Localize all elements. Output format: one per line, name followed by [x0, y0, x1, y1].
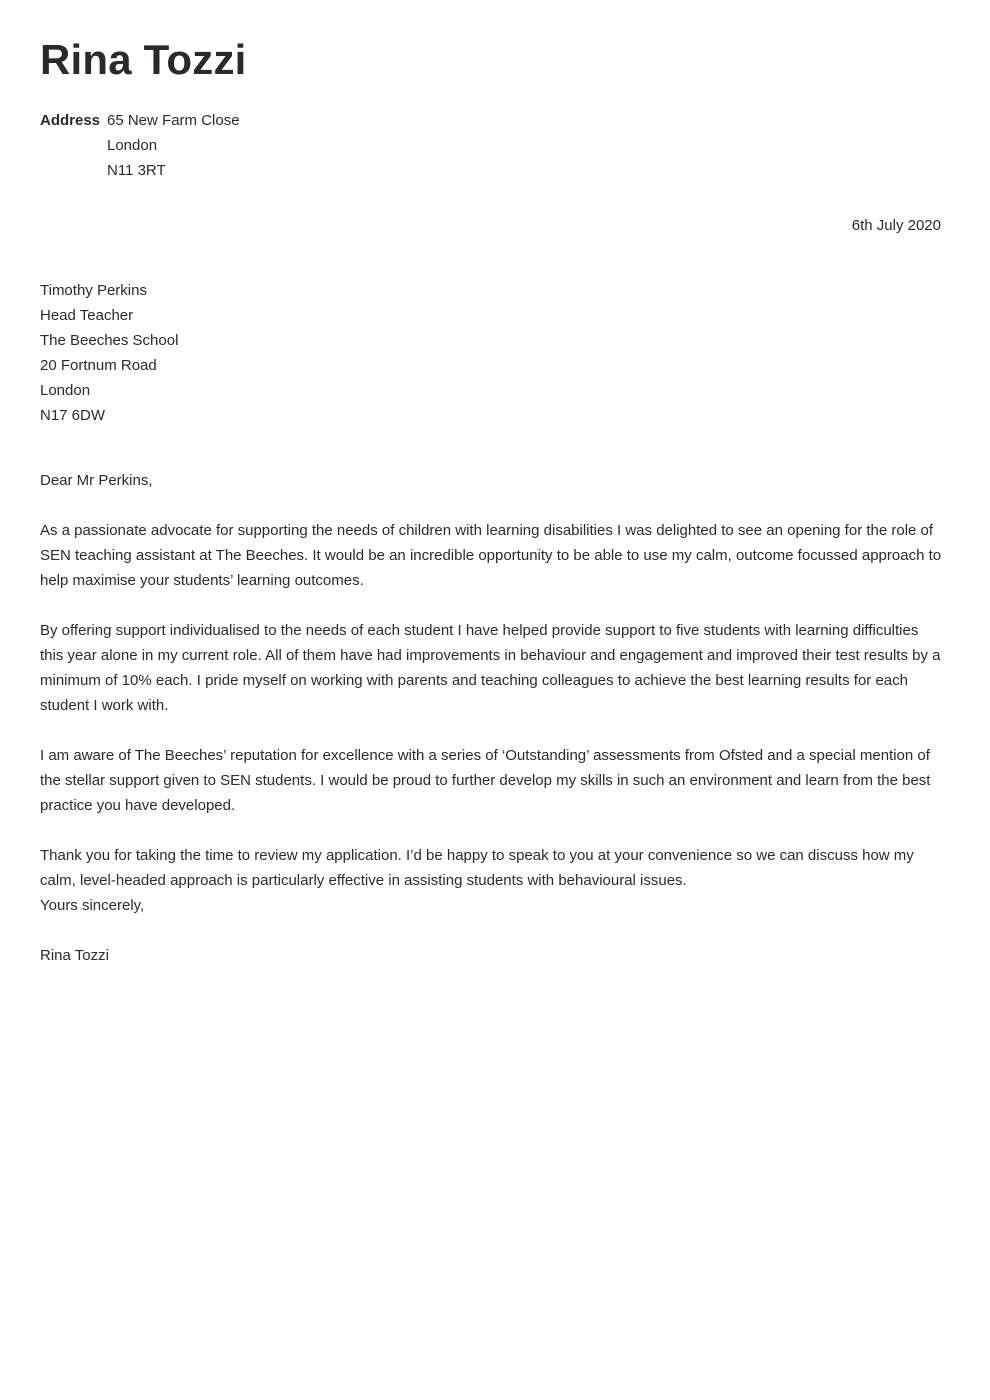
letter-body — [40, 468, 945, 968]
recipient-block — [40, 278, 178, 428]
signature: Rina Tozzi — [40, 947, 109, 964]
body-paragraph-3: I am aware of The Beeches’ reputation for excellence with a series of ‘Outstanding’ assessments from Ofsted and a special mention of the stellar support given to SEN students. I would be proud to further develop my skills in such an environment and learn from the best practice you have developed. — [40, 747, 931, 814]
sender-address-lines — [107, 108, 240, 183]
body-paragraph-1: As a passionate advocate for supporting the needs of children with learning disabilities I was delighted to see an opening for the role of SEN teaching assistant at The Beeches. It would be an incredible opportunity to be able to use my calm, outcome focussed approach to help maximise your students’ learning outcomes. — [40, 522, 942, 589]
recipient-postcode: N17 6DW — [40, 407, 106, 424]
sender-address-block — [40, 108, 240, 183]
sender-name: Rina Tozzi — [40, 36, 247, 83]
recipient-name: Timothy Perkins — [40, 282, 147, 299]
letter-date: 6th July 2020 — [851, 217, 941, 234]
recipient-city: London — [40, 382, 91, 399]
body-paragraph-2: By offering support individualised to the needs of each student I have helped provide support to five students with learning difficulties this year alone in my current role. All of them have had improvements in behaviour and engagement and improved their test results by a minimum of 10% each. I pride myself on working with parents and teaching colleagues to achieve the best learning results for each student I work with. — [40, 622, 941, 714]
body-paragraph-4: Thank you for taking the time to review my application. I’d be happy to speak to you at your convenience so we can discuss how my calm, level-headed approach is particularly effective in assisting students with behavioural issues. — [40, 847, 914, 889]
recipient-organization: The Beeches School — [40, 332, 179, 349]
salutation: Dear Mr Perkins, — [40, 472, 153, 489]
address-label: Address — [40, 112, 101, 129]
closing: Yours sincerely, — [40, 897, 145, 914]
recipient-street: 20 Fortnum Road — [40, 357, 157, 374]
address-line-street: 65 New Farm Close — [107, 112, 240, 129]
address-line-postcode: N11 3RT — [107, 162, 166, 179]
recipient-title: Head Teacher — [40, 307, 134, 324]
address-line-city: London — [107, 137, 158, 154]
